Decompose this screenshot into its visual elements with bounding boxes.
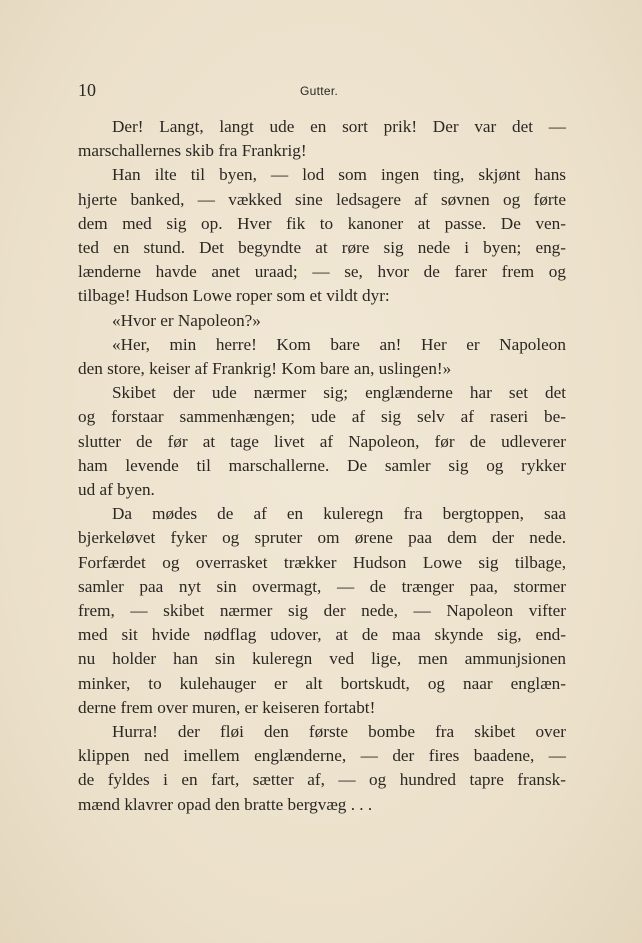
running-head: Gutter.	[300, 84, 339, 98]
text-line: frem, — skibet nærmer sig der nede, — Napoleon vifter	[78, 601, 566, 621]
text-line: derne frem over muren, er keiseren fortabt!	[78, 697, 376, 717]
text-line: den store, keiser af Frankrig! Kom bare an, uslingen!»	[78, 359, 452, 379]
text-line: lænderne havde anet uraad; — se, hvor de farer frem og	[78, 262, 566, 282]
paragraph	[78, 115, 566, 163]
paragraph	[78, 502, 566, 720]
text-line: mænd klavrer opad den bratte bergvæg . . .	[78, 794, 373, 814]
text-line: bjerkeløvet fyker og spruter om ørene paa dem der nede.	[78, 528, 566, 548]
text-line: de fyldes i en fart, sætter af, — og hundred tapre fransk-	[78, 770, 566, 790]
page-number: 10	[78, 80, 96, 100]
text-line: tilbage! Hudson Lowe roper som et vildt dyr:	[78, 286, 390, 306]
text-line: nu holder han sin kuleregn ved lige, men ammunjsionen	[78, 649, 566, 669]
paragraph	[78, 309, 566, 333]
text-line: Forfærdet og overrasket trækker Hudson Lowe sig tilbage,	[78, 552, 566, 572]
paragraph	[78, 720, 566, 817]
text-line: Der! Langt, langt ude en sort prik! Der var det —	[112, 117, 566, 136]
text-line: dem med sig op. Hver fik to kanoner at passe. De ven-	[78, 213, 566, 233]
text-line: Han ilte til byen, — lod som ingen ting, skjønt hans	[112, 165, 566, 185]
text-line: ted en stund. Det begyndte at røre sig nede i byen; eng-	[78, 238, 566, 258]
page-header	[78, 80, 566, 104]
text-line: Skibet der ude nærmer sig; englænderne har set det	[112, 383, 566, 403]
text-line: samler paa nyt sin overmagt, — de trænger paa, stormer	[78, 576, 566, 596]
text-line: «Her, min herre! Kom bare an! Her er Napoleon	[112, 334, 566, 354]
paragraph	[78, 381, 566, 502]
text-line: marschallernes skib fra Frankrig!	[78, 141, 307, 161]
text-line: Hurra! der fløi den første bombe fra skibet over	[112, 722, 566, 742]
text-line: ham levende til marschallerne. De samler sig og rykker	[78, 455, 566, 475]
text-line: Da mødes de af en kuleregn fra bergtoppen, saa	[112, 504, 566, 524]
text-line: med sit hvide nødflag udover, at de maa skynde sig, end-	[78, 625, 566, 645]
text-line: klippen ned imellem englænderne, — der fires baadene, —	[78, 746, 566, 766]
text-line: «Hvor er Napoleon?»	[112, 310, 261, 330]
text-line: minker, to kulehauger er alt bortskudt, og naar englæn-	[78, 673, 566, 693]
text-line: hjerte banked, — vækked sine ledsagere af søvnen og førte	[78, 189, 566, 209]
text-line: slutter de før at tage livet af Napoleon, før de udleverer	[78, 431, 566, 451]
body-text	[78, 115, 566, 817]
paragraph	[78, 333, 566, 381]
text-line: ud af byen.	[78, 480, 155, 500]
text-line: og forstaar sammenhængen; ude af sig selv af raseri be-	[78, 407, 566, 427]
paragraph	[78, 163, 566, 308]
